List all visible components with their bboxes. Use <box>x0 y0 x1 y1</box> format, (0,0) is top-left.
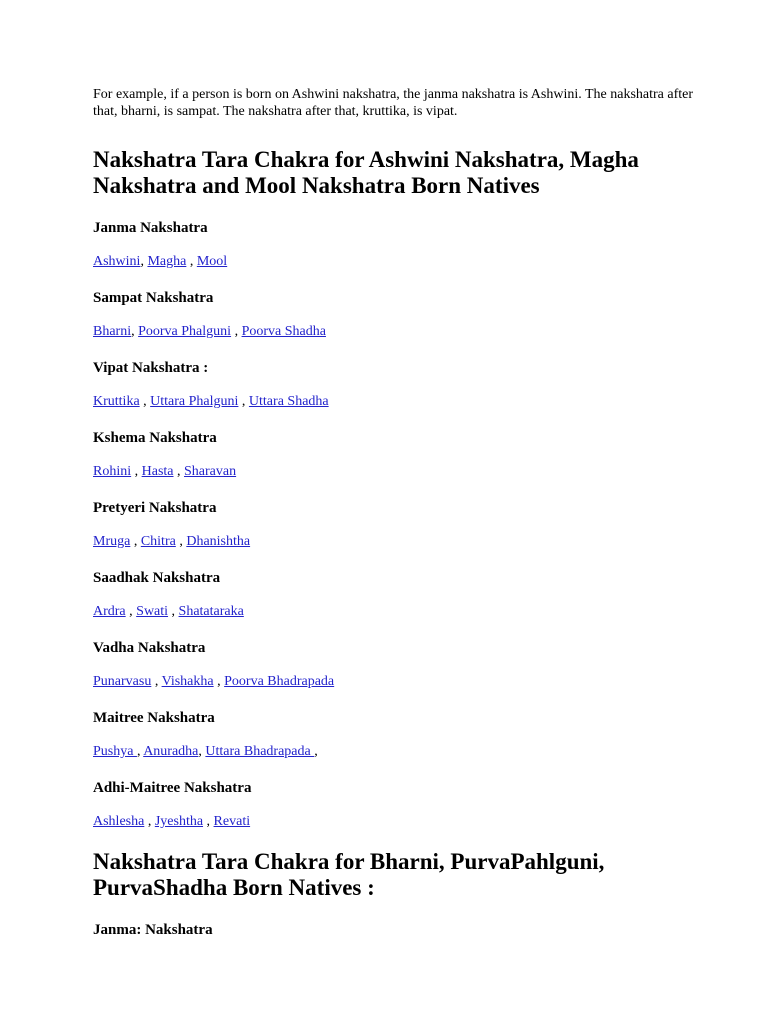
nakshatra-link[interactable]: Swati <box>136 604 169 619</box>
group-heading: Maitree Nakshatra <box>93 710 215 726</box>
nakshatra-link[interactable]: Poorva Bhadrapada <box>224 674 335 689</box>
nakshatra-link[interactable]: Dhanishtha <box>186 534 251 549</box>
nakshatra-link[interactable]: Mool <box>196 254 228 269</box>
group-heading: Pretyeri Nakshatra <box>93 500 217 516</box>
link-separator: , <box>130 534 141 549</box>
nakshatra-link[interactable]: Sharavan <box>184 464 237 479</box>
nakshatra-link[interactable]: Uttara Shadha <box>248 394 329 409</box>
nakshatra-link[interactable]: Ardra <box>93 604 126 619</box>
section-title-ashwini: Nakshatra Tara Chakra for Ashwini Nakshatra, Magha Nakshatra and Mool Nakshatra Born Natives <box>93 147 639 198</box>
link-separator: , <box>144 814 155 829</box>
nakshatra-link-list <box>93 323 708 340</box>
group-heading: Janma Nakshatra <box>93 220 208 236</box>
nakshatra-link[interactable]: Ashlesha <box>93 814 145 829</box>
link-separator: , <box>140 254 148 269</box>
link-separator: , <box>125 604 137 619</box>
link-separator: , <box>213 674 225 689</box>
group-heading: Saadhak Nakshatra <box>93 570 221 586</box>
link-separator: , <box>314 744 318 759</box>
nakshatra-link[interactable]: Uttara Bhadrapada <box>205 744 315 759</box>
link-separator: , <box>136 744 144 759</box>
nakshatra-link[interactable]: Mruga <box>93 534 131 549</box>
nakshatra-link[interactable]: Punarvasu <box>93 674 152 689</box>
group-heading: Vipat Nakshatra : <box>93 360 209 376</box>
nakshatra-link[interactable]: Ashwini <box>93 254 141 269</box>
nakshatra-link-list <box>93 673 708 690</box>
nakshatra-link[interactable]: Chitra <box>140 534 176 549</box>
nakshatra-link[interactable]: Revati <box>213 814 251 829</box>
nakshatra-link-list <box>93 463 708 480</box>
nakshatra-link[interactable]: Bharni <box>93 324 132 339</box>
nakshatra-link-list <box>93 743 708 760</box>
nakshatra-link[interactable]: Poorva Phalguni <box>138 324 232 339</box>
group-heading: Adhi-Maitree Nakshatra <box>93 780 252 796</box>
nakshatra-groups <box>93 219 708 830</box>
nakshatra-link[interactable]: Pushya <box>93 744 137 759</box>
nakshatra-link-list <box>93 813 708 830</box>
link-separator: , <box>173 464 185 479</box>
link-separator: , <box>151 674 162 689</box>
group-heading: Sampat Nakshatra <box>93 290 214 306</box>
nakshatra-link-list <box>93 393 708 410</box>
link-separator: , <box>203 814 214 829</box>
nakshatra-link[interactable]: Shatataraka <box>178 604 244 619</box>
link-separator: , <box>139 394 151 409</box>
nakshatra-link-list <box>93 253 708 270</box>
nakshatra-link[interactable]: Hasta <box>141 464 174 479</box>
link-separator: , <box>231 324 242 339</box>
link-separator: , <box>198 744 206 759</box>
nakshatra-link[interactable]: Rohini <box>93 464 132 479</box>
nakshatra-link[interactable]: Poorva Shadha <box>241 324 326 339</box>
nakshatra-link[interactable]: Jyeshtha <box>154 814 204 829</box>
link-separator: , <box>131 324 139 339</box>
group-heading: Kshema Nakshatra <box>93 430 217 446</box>
group-heading: Vadha Nakshatra <box>93 640 206 656</box>
link-separator: , <box>186 254 197 269</box>
nakshatra-link[interactable]: Vishakha <box>161 674 214 689</box>
nakshatra-link[interactable]: Kruttika <box>93 394 140 409</box>
section-title-bharni: Nakshatra Tara Chakra for Bharni, PurvaPahlguni, PurvaShadha Born Natives : <box>93 849 605 900</box>
intro-paragraph: For example, if a person is born on Ashwini nakshatra, the janma nakshatra is Ashwini. The nakshatra after that, bharni, is sampat. The nakshatra after that, kruttika, is vipat. <box>93 87 694 119</box>
link-separator: , <box>168 604 179 619</box>
link-separator: , <box>131 464 142 479</box>
link-separator: , <box>175 534 187 549</box>
group-heading-janma-2: Janma: Nakshatra <box>93 922 213 938</box>
nakshatra-link[interactable]: Magha <box>147 254 187 269</box>
nakshatra-link[interactable]: Uttara Phalguni <box>150 394 239 409</box>
nakshatra-link-list <box>93 533 708 550</box>
nakshatra-link-list <box>93 603 708 620</box>
link-separator: , <box>238 394 249 409</box>
nakshatra-link[interactable]: Anuradha <box>143 744 199 759</box>
